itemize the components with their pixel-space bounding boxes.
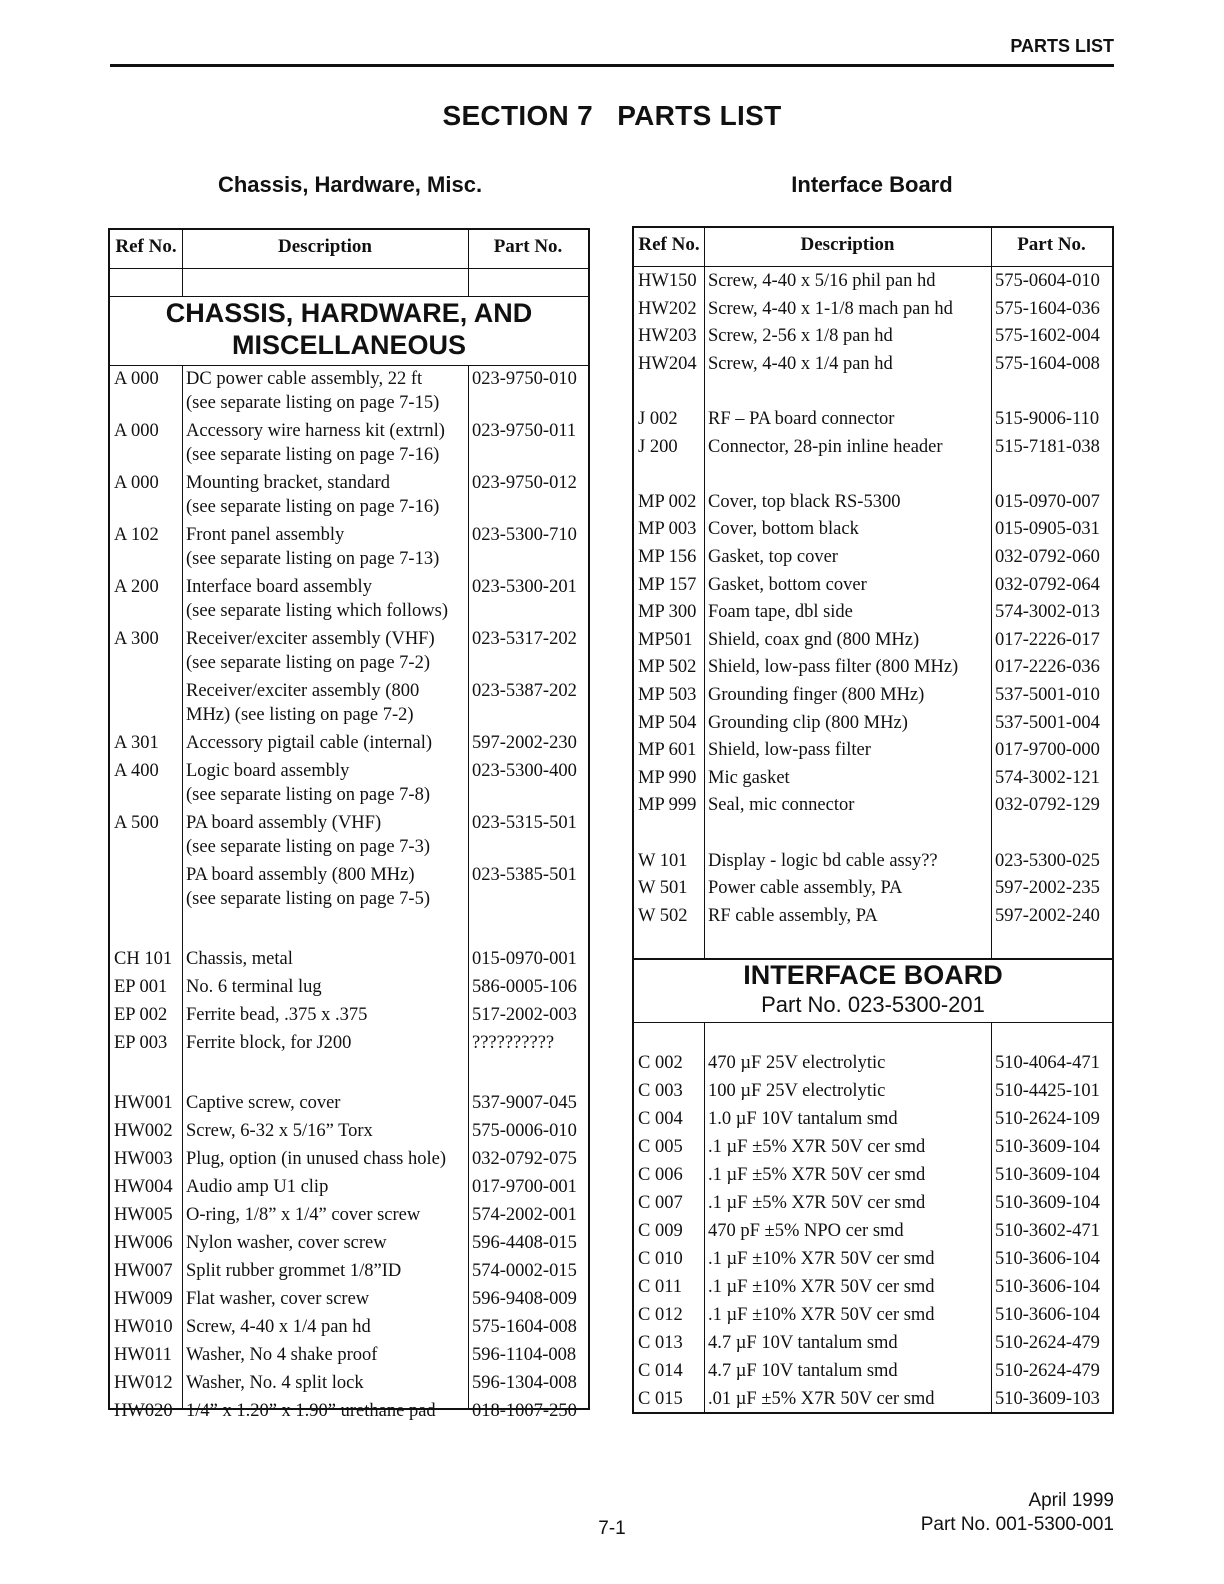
description-cell: Screw, 2-56 x 1/8 pan hd — [708, 326, 893, 347]
block-title-line-2: MISCELLANEOUS — [231, 330, 466, 360]
description-note: (see separate listing which follows) — [186, 601, 449, 621]
description-cell: Screw, 4-40 x 1/4 pan hd — [186, 1317, 371, 1337]
ref-cell: MP501 — [638, 629, 693, 650]
part-cell: 510-3609-103 — [995, 1389, 1100, 1409]
ref-cell: W 501 — [638, 878, 688, 899]
description-cell: Split rubber grommet 1/8”ID — [186, 1261, 402, 1281]
ref-cell: HW011 — [114, 1345, 172, 1365]
ref-cell: MP 601 — [638, 740, 697, 761]
column-rule — [182, 230, 183, 1408]
ref-cell: HW004 — [114, 1177, 173, 1197]
description-cell: 470 µF 25V electrolytic — [708, 1053, 886, 1073]
ref-header: Ref No. — [638, 234, 700, 255]
part-cell: 574-3002-121 — [995, 767, 1100, 788]
description-cell: O-ring, 1/8” x 1/4” cover screw — [186, 1205, 421, 1225]
part-cell: 023-5300-400 — [472, 761, 577, 781]
ref-cell: HW003 — [114, 1149, 173, 1169]
ref-cell: C 012 — [638, 1305, 683, 1325]
ref-cell: A 000 — [114, 369, 159, 389]
part-cell: 510-3609-104 — [995, 1165, 1100, 1185]
ref-cell: W 101 — [638, 850, 688, 871]
description-cell: .1 µF ±5% X7R 50V cer smd — [708, 1137, 926, 1157]
description-cell: .1 µF ±5% X7R 50V cer smd — [708, 1165, 926, 1185]
ref-cell: C 014 — [638, 1361, 683, 1381]
ref-cell: HW150 — [638, 271, 697, 291]
description-note: (see separate listing on page 7-15) — [186, 393, 440, 413]
ref-cell: C 009 — [638, 1221, 683, 1241]
ref-cell: MP 999 — [638, 795, 697, 816]
part-cell: 023-5315-501 — [472, 813, 577, 833]
left-subtitle: Chassis, Hardware, Misc. — [217, 172, 483, 197]
part-cell: 537-9007-045 — [472, 1093, 577, 1113]
running-head: PARTS LIST — [1010, 36, 1114, 56]
header-rule — [110, 64, 1114, 67]
description-cell: Receiver/exciter assembly (VHF) — [186, 629, 435, 649]
row-rule — [634, 1022, 1112, 1023]
ref-cell: HW204 — [638, 353, 697, 374]
block-title — [110, 297, 588, 361]
part-cell: 537-5001-004 — [995, 712, 1100, 733]
description-cell: Flat washer, cover screw — [186, 1289, 370, 1309]
description-cell: Accessory pigtail cable (internal) — [186, 733, 433, 753]
description-cell: RF – PA board connector — [708, 409, 895, 429]
part-cell: 510-2624-479 — [995, 1333, 1100, 1353]
description-cell: 100 µF 25V electrolytic — [708, 1081, 886, 1101]
part-cell: 032-0792-060 — [995, 547, 1100, 567]
part-cell: ?????????? — [472, 1033, 555, 1053]
description-header: Description — [800, 234, 895, 255]
description-cell: Shield, low-pass filter (800 MHz) — [708, 657, 959, 678]
page-number: 7-1 — [598, 1518, 626, 1539]
part-cell: 510-3606-104 — [995, 1277, 1100, 1297]
part-cell: 023-9750-010 — [472, 369, 577, 389]
part-cell: 023-9750-012 — [472, 473, 577, 493]
ref-cell: W 502 — [638, 905, 688, 926]
part-cell: 018-1007-250 — [472, 1401, 577, 1421]
description-cell: Audio amp U1 clip — [186, 1177, 329, 1197]
ref-cell: MP 156 — [638, 547, 697, 567]
description-note: (see separate listing on page 7-13) — [186, 549, 440, 569]
part-header: Part No. — [1017, 234, 1086, 255]
ref-cell: MP 502 — [638, 657, 697, 678]
part-cell: 597-2002-240 — [995, 905, 1100, 926]
ref-cell: HW007 — [114, 1261, 173, 1281]
chassis-parts-table — [108, 228, 590, 1421]
footer-doc-part-no: Part No. 001-5300-001 — [920, 1514, 1114, 1535]
description-cell: 1/4” x 1.20” x 1.90” urethane pad — [186, 1401, 436, 1421]
part-cell: 510-3606-104 — [995, 1305, 1100, 1325]
ref-cell: C 007 — [638, 1193, 683, 1213]
ref-cell: A 500 — [114, 813, 159, 833]
description-cell: Nylon washer, cover screw — [186, 1233, 387, 1253]
description-cell: 4.7 µF 10V tantalum smd — [708, 1333, 898, 1353]
description-cell: Power cable assembly, PA — [708, 878, 903, 899]
part-cell: 015-0970-007 — [995, 491, 1100, 512]
part-cell: 023-5387-202 — [472, 681, 577, 701]
description-cell: PA board assembly (VHF) — [186, 813, 382, 833]
part-cell: 575-1604-008 — [995, 353, 1100, 374]
section-title: SECTION 7 PARTS LIST — [442, 100, 782, 131]
ref-cell: HW009 — [114, 1289, 173, 1309]
part-cell: 574-0002-015 — [472, 1261, 577, 1281]
description-cell: Chassis, metal — [186, 949, 293, 969]
ref-cell: J 002 — [638, 409, 678, 429]
ref-cell: HW010 — [114, 1317, 173, 1337]
ref-cell: EP 002 — [114, 1005, 168, 1025]
ref-cell: C 002 — [638, 1053, 683, 1073]
part-cell: 575-0604-010 — [995, 271, 1100, 291]
description-cell: Foam tape, dbl side — [708, 602, 853, 623]
description-cell: Interface board assembly — [186, 577, 372, 597]
description-cell: Seal, mic connector — [708, 795, 855, 816]
part-cell: 510-4064-471 — [995, 1053, 1100, 1073]
part-cell: 575-1602-004 — [995, 326, 1100, 347]
ref-cell: A 400 — [114, 761, 159, 781]
description-note: (see separate listing on page 7-8) — [186, 785, 431, 805]
description-cell: Gasket, bottom cover — [708, 574, 867, 595]
ref-cell: HW002 — [114, 1121, 173, 1141]
description-cell: Mounting bracket, standard — [186, 473, 390, 493]
ref-cell: A 300 — [114, 629, 159, 649]
description-note: (see separate listing on page 7-5) — [186, 889, 431, 909]
interface-block-part-no: Part No. 023-5300-201 — [761, 992, 985, 1017]
part-cell: 537-5001-010 — [995, 685, 1100, 705]
description-cell: .01 µF ±5% X7R 50V cer smd — [708, 1389, 935, 1409]
ref-cell: MP 300 — [638, 602, 697, 623]
interface-block-heading: INTERFACE BOARD — [743, 960, 1003, 990]
ref-cell: A 301 — [114, 733, 159, 753]
ref-cell: C 015 — [638, 1389, 683, 1409]
part-cell: 596-1104-008 — [472, 1345, 577, 1365]
description-cell: Washer, No. 4 split lock — [186, 1373, 364, 1393]
description-cell: Screw, 4-40 x 1/4 pan hd — [708, 353, 893, 374]
description-cell: Mic gasket — [708, 767, 790, 788]
description-cell: Shield, coax gnd (800 MHz) — [708, 629, 920, 650]
part-cell: 596-1304-008 — [472, 1373, 577, 1393]
interface-block-title — [634, 959, 1112, 1018]
part-cell: 575-1604-036 — [995, 298, 1100, 319]
ref-cell: MP 002 — [638, 491, 697, 512]
description-cell: .1 µF ±5% X7R 50V cer smd — [708, 1193, 926, 1213]
ref-cell: C 003 — [638, 1081, 683, 1101]
description-cell: .1 µF ±10% X7R 50V cer smd — [708, 1277, 935, 1297]
description-cell: Display - logic bd cable assy?? — [708, 850, 938, 871]
part-cell: 575-0006-010 — [472, 1121, 577, 1141]
description-note: (see separate listing on page 7-3) — [186, 837, 431, 857]
ref-cell: C 004 — [638, 1109, 683, 1129]
ref-cell: MP 503 — [638, 685, 697, 705]
ref-cell: HW203 — [638, 326, 697, 347]
description-cell: Connector, 28-pin inline header — [708, 436, 943, 457]
part-cell: 575-1604-008 — [472, 1317, 577, 1337]
description-cell: Gasket, top cover — [708, 547, 838, 567]
ref-cell: EP 003 — [114, 1033, 168, 1053]
description-note: MHz) (see listing on page 7-2) — [186, 705, 414, 725]
ref-cell: HW020 — [114, 1401, 173, 1421]
part-cell: 032-0792-075 — [472, 1149, 577, 1169]
part-cell: 015-0970-001 — [472, 949, 577, 969]
description-cell: Receiver/exciter assembly (800 — [186, 681, 420, 701]
description-cell: RF cable assembly, PA — [708, 905, 878, 926]
part-cell: 023-5300-025 — [995, 850, 1100, 871]
row-rule — [634, 266, 1112, 267]
right-subtitle: Interface Board — [791, 172, 953, 197]
description-cell: 1.0 µF 10V tantalum smd — [708, 1109, 898, 1129]
part-cell: 597-2002-230 — [472, 733, 577, 753]
footer-date: April 1999 — [1028, 1490, 1114, 1511]
ref-cell: HW006 — [114, 1233, 173, 1253]
description-cell: Ferrite bead, .375 x .375 — [186, 1005, 368, 1025]
description-note: (see separate listing on page 7-2) — [186, 653, 431, 673]
part-cell: 510-2624-109 — [995, 1109, 1100, 1129]
part-cell: 023-5300-201 — [472, 577, 577, 597]
description-cell: Cover, bottom black — [708, 519, 859, 540]
part-cell: 597-2002-235 — [995, 878, 1100, 899]
row-rule — [110, 365, 588, 366]
description-cell: Cover, top black RS-5300 — [708, 491, 901, 512]
part-cell: 510-3609-104 — [995, 1137, 1100, 1157]
part-cell: 015-0905-031 — [995, 519, 1100, 540]
column-rule — [991, 228, 992, 1412]
description-cell: Screw, 6-32 x 5/16” Torx — [186, 1121, 373, 1141]
column-rule — [704, 228, 705, 1412]
description-cell: DC power cable assembly, 22 ft — [186, 369, 423, 389]
part-cell: 510-2624-479 — [995, 1361, 1100, 1381]
ref-cell: MP 157 — [638, 574, 697, 595]
description-cell: 4.7 µF 10V tantalum smd — [708, 1361, 898, 1381]
ref-cell: HW001 — [114, 1093, 173, 1113]
part-cell: 596-9408-009 — [472, 1289, 577, 1309]
description-cell: Logic board assembly — [186, 761, 350, 781]
ref-cell: MP 504 — [638, 712, 697, 733]
description-cell: Washer, No 4 shake proof — [186, 1345, 378, 1365]
part-header: Part No. — [493, 236, 563, 257]
description-cell: Screw, 4-40 x 1-1/8 mach pan hd — [708, 298, 953, 319]
part-cell: 574-2002-001 — [472, 1205, 577, 1225]
description-cell: No. 6 terminal lug — [186, 977, 322, 997]
ref-cell: C 005 — [638, 1137, 683, 1157]
ref-cell: C 010 — [638, 1249, 683, 1269]
description-cell: 470 pF ±5% NPO cer smd — [708, 1221, 904, 1241]
ref-cell: A 102 — [114, 525, 159, 545]
part-cell: 023-9750-011 — [472, 421, 577, 441]
part-cell: 017-9700-000 — [995, 740, 1100, 761]
part-cell: 510-3606-104 — [995, 1249, 1100, 1269]
part-cell: 596-4408-015 — [472, 1233, 577, 1253]
description-cell: Shield, low-pass filter — [708, 740, 871, 761]
ref-cell: MP 003 — [638, 519, 697, 540]
ref-cell: J 200 — [638, 436, 678, 457]
description-cell: Screw, 4-40 x 5/16 phil pan hd — [708, 271, 936, 291]
description-cell: Plug, option (in unused chass hole) — [186, 1149, 447, 1169]
ref-cell: A 200 — [114, 577, 159, 597]
ref-header: Ref No. — [115, 236, 177, 257]
description-cell: Front panel assembly — [186, 525, 345, 545]
ref-cell: C 011 — [638, 1277, 683, 1297]
description-note: (see separate listing on page 7-16) — [186, 445, 440, 465]
description-cell: Grounding clip (800 MHz) — [708, 712, 908, 733]
part-cell: 510-3609-104 — [995, 1193, 1100, 1213]
ref-cell: HW202 — [638, 298, 697, 319]
part-cell: 017-2226-036 — [995, 657, 1100, 678]
description-note: (see separate listing on page 7-16) — [186, 497, 440, 517]
part-cell: 023-5385-501 — [472, 865, 577, 885]
ref-cell: HW005 — [114, 1205, 173, 1225]
part-cell: 023-5317-202 — [472, 629, 577, 649]
ref-cell: C 006 — [638, 1165, 683, 1185]
description-cell: .1 µF ±10% X7R 50V cer smd — [708, 1305, 935, 1325]
interface-board-parts-table — [632, 226, 1114, 1414]
part-cell: 017-2226-017 — [995, 629, 1100, 650]
block-title-line-1: CHASSIS, HARDWARE, AND — [165, 298, 533, 328]
column-rule — [468, 230, 469, 1408]
description-cell: Ferrite block, for J200 — [186, 1033, 352, 1053]
description-cell: Captive screw, cover — [186, 1093, 341, 1113]
description-cell: .1 µF ±10% X7R 50V cer smd — [708, 1249, 935, 1269]
part-cell: 017-9700-001 — [472, 1177, 577, 1197]
ref-cell: A 000 — [114, 421, 159, 441]
ref-cell: MP 990 — [638, 767, 697, 788]
part-cell: 515-7181-038 — [995, 436, 1100, 457]
ref-cell: CH 101 — [114, 949, 173, 969]
part-cell: 515-9006-110 — [995, 409, 1100, 429]
ref-cell: EP 001 — [114, 977, 168, 997]
ref-cell: HW012 — [114, 1373, 173, 1393]
part-cell: 586-0005-106 — [472, 977, 577, 997]
ref-cell: A 000 — [114, 473, 159, 493]
description-cell: Grounding finger (800 MHz) — [708, 685, 925, 705]
part-cell: 032-0792-064 — [995, 574, 1100, 595]
part-cell: 574-3002-013 — [995, 602, 1100, 623]
part-cell: 510-4425-101 — [995, 1081, 1100, 1101]
part-cell: 023-5300-710 — [472, 525, 577, 545]
part-cell: 517-2002-003 — [472, 1005, 577, 1025]
description-cell: PA board assembly (800 MHz) — [186, 865, 415, 885]
description-cell: Accessory wire harness kit (extrnl) — [186, 421, 445, 441]
description-header: Description — [278, 236, 372, 257]
row-rule — [110, 268, 588, 269]
part-cell: 032-0792-129 — [995, 795, 1100, 816]
part-cell: 510-3602-471 — [995, 1221, 1100, 1241]
ref-cell: C 013 — [638, 1333, 683, 1353]
